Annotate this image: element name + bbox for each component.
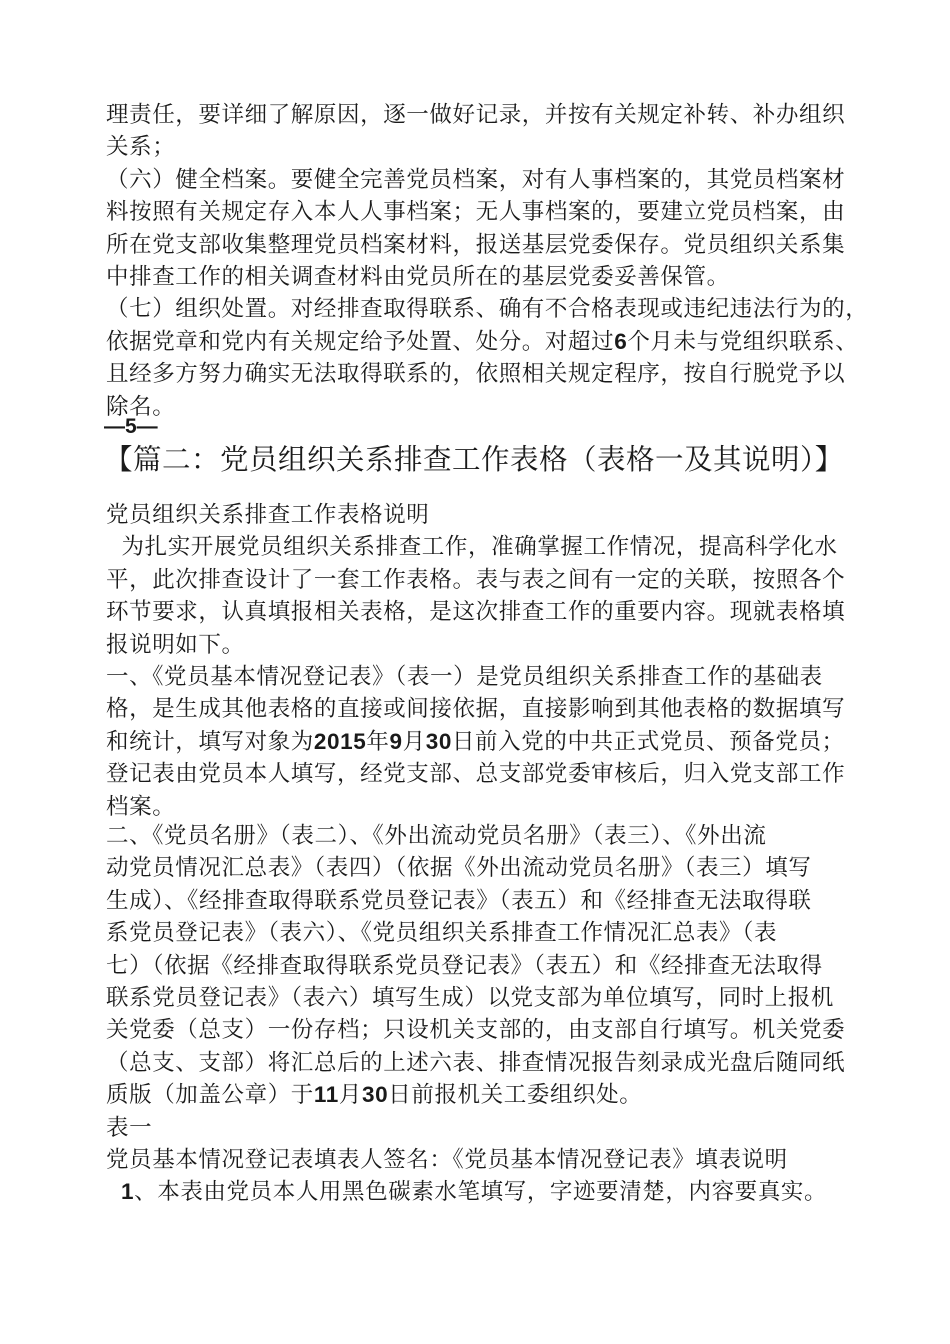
text-run: 个月未与党组织联系、 — [627, 328, 859, 355]
text-run: 依据党章和党内有关规定给予处置、处分。对超过 — [106, 328, 615, 355]
text-line: 七）（依据《经排查取得联系党员登记表》（表五）和《经排查无法取得 — [106, 952, 823, 979]
text-run: 质版（加盖公章）于 — [106, 1082, 314, 1109]
text-run: 日前入党的中共正式党员、预备党员； — [451, 728, 845, 755]
text-line: 格，是生成其他表格的直接或间接依据，直接影响到其他表格的数据填写 — [106, 696, 846, 723]
text-line — [106, 1176, 845, 1208]
text-line — [106, 1079, 845, 1111]
section-heading: 【篇二：党员组织关系排查工作表格（表格一及其说明）】 — [104, 443, 844, 476]
number-run: 1 — [121, 1179, 135, 1205]
text-line: 登记表由党员本人填写，经党支部、总支部党委审核后，归入党支部工作 — [106, 761, 846, 788]
text-line: 关党委（总支）一份存档；只设机关支部的，由支部自行填写。机关党委 — [106, 1017, 846, 1044]
text-line: 关系； — [106, 134, 176, 161]
number-run: 9 — [389, 728, 403, 754]
text-run: 日前报机关工委组织处。 — [388, 1082, 643, 1109]
paragraph-block-description — [106, 499, 845, 823]
text-line: 除名。 — [106, 393, 176, 420]
text-line: 所在党支部收集整理党员档案材料，报送基层党委保存。党员组织关系集 — [106, 231, 846, 258]
text-line: 系党员登记表》（表六）、《党员组织关系排查工作情况汇总表》（表 — [106, 920, 778, 947]
text-line — [106, 326, 868, 358]
text-line: 表一 — [106, 1114, 153, 1141]
text-line: 且经多方努力确实无法取得联系的，依照相关规定程序，按自行脱党予以 — [106, 361, 846, 388]
text-run: 月 — [338, 1082, 363, 1109]
text-line: 环节要求，认真填报相关表格，是这次排查工作的重要内容。现就表格填 — [106, 599, 846, 626]
number-run: 30 — [362, 1082, 389, 1108]
text-run: 月 — [402, 728, 426, 755]
text-line: （总支、支部）将汇总后的上述六表、排查情况报告刻录成光盘后随同纸 — [106, 1049, 846, 1076]
text-line: 报说明如下。 — [106, 631, 245, 658]
text-line: 动党员情况汇总表》（表四）（依据《外出流动党员名册》（表三）填写 — [106, 855, 812, 882]
text-line: 生成）、《经排查取得联系党员登记表》（表五）和《经排查无法取得联 — [106, 887, 812, 914]
text-line: 中排查工作的相关调查材料由党员所在的基层党委妥善保管。 — [106, 263, 730, 290]
text-line: 二、《党员名册》（表二）、《外出流动党员名册》（表三）、《外出流 — [106, 823, 767, 849]
text-line: 档案。 — [106, 793, 176, 820]
text-line: 理责任，要详细了解原因，逐一做好记录，并按有关规定补转、补办组织 — [106, 102, 846, 128]
text-line: 平，此次排查设计了一套工作表格。表与表之间有一定的关联，按照各个 — [106, 566, 846, 593]
number-run: 6 — [614, 328, 628, 354]
number-run: 30 — [425, 728, 452, 754]
text-line: 联系党员登记表》（表六）填写生成）以党支部为单位填写，同时上报机 — [106, 984, 834, 1011]
number-run: 11 — [313, 1082, 339, 1108]
text-line: （六）健全档案。要健全完善党员档案，对有人事档案的，其党员档案材 — [106, 166, 846, 193]
text-run: 和统计，填写对象为 — [106, 728, 314, 755]
text-line: 党员基本情况登记表填表人签名：《党员基本情况登记表》填表说明 — [106, 1146, 788, 1173]
number-run: 2015 — [313, 728, 367, 754]
paragraph-block-continuation — [106, 99, 868, 423]
text-line: （七）组织处置。对经排查取得联系、确有不合格表现或违纪违法行为的， — [106, 296, 869, 323]
text-line: 党员组织关系排查工作表格说明 — [106, 502, 430, 528]
text-run: 、本表由党员本人用黑色碳素水笔填写，字迹要清楚，内容要真实。 — [134, 1179, 828, 1206]
page-number: —5— — [104, 415, 158, 438]
text-line: 一、《党员基本情况登记表》（表一）是党员组织关系排查工作的基础表 — [106, 663, 823, 690]
text-run: 年 — [366, 728, 390, 755]
text-line: 为扎实开展党员组织关系排查工作，准确掌握工作情况，提高科学化水 — [106, 534, 838, 561]
paragraph-block-tables — [106, 820, 845, 1209]
text-line: 料按照有关规定存入本人人事档案；无人事档案的，要建立党员档案，由 — [106, 199, 846, 226]
text-line — [106, 726, 845, 758]
